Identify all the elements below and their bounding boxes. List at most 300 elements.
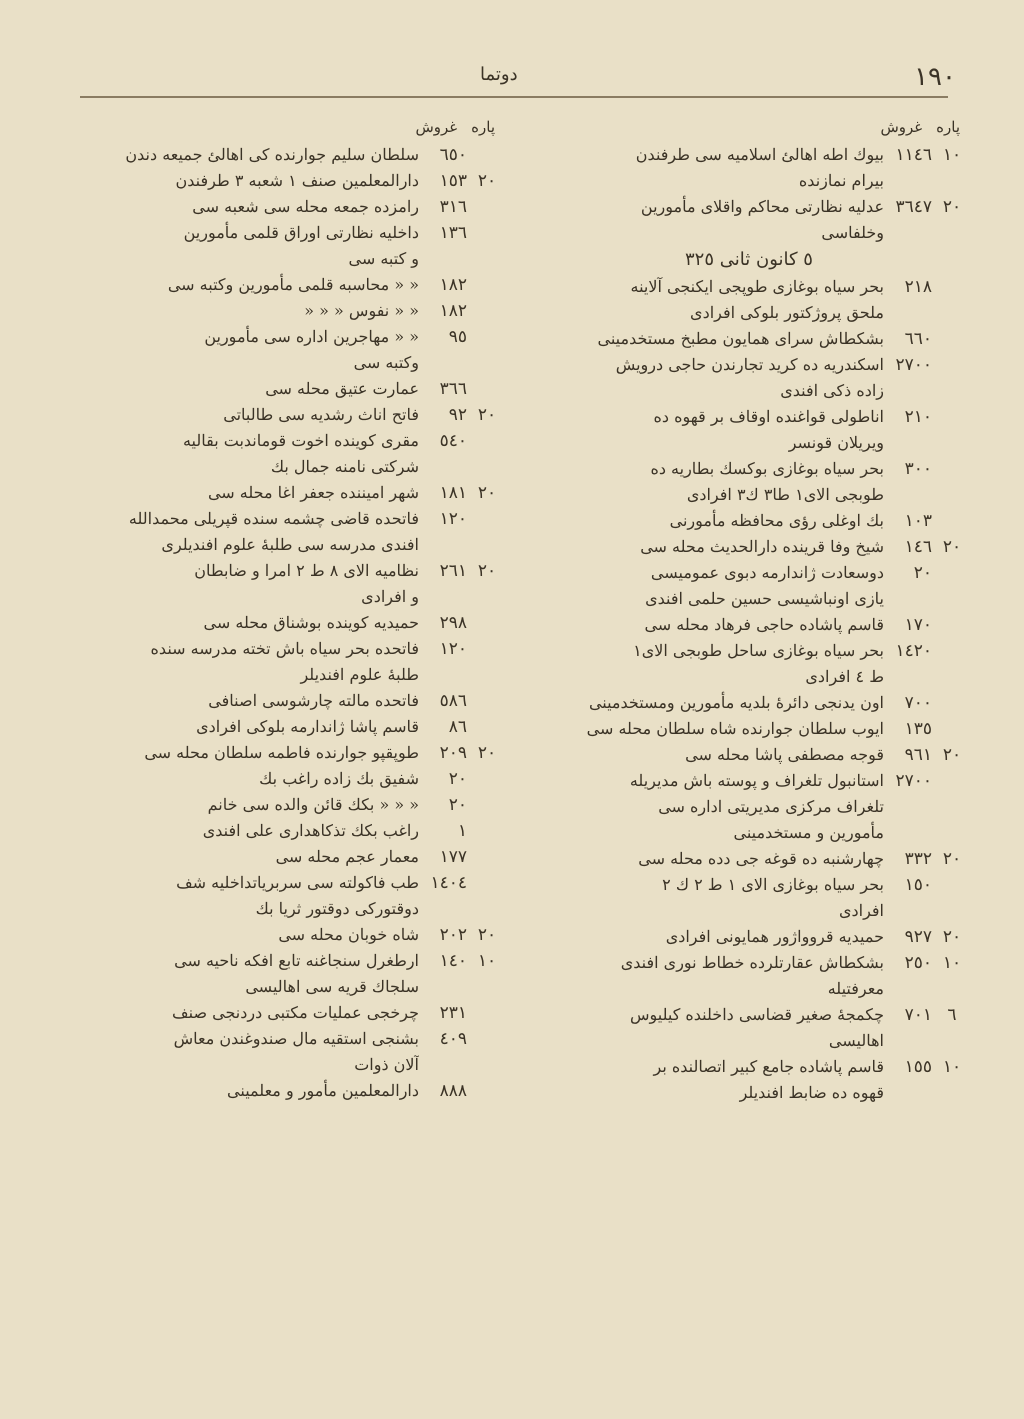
entry-description: « « نفوس « « «	[304, 301, 419, 320]
amount	[884, 378, 964, 404]
para-amount	[475, 844, 499, 870]
gurus-amount: ٧٠٠	[904, 693, 932, 713]
para-header: پاره	[471, 118, 495, 136]
entry-description: قاسم پاشا ژاندارمه بلوكى افرادى	[196, 717, 419, 736]
para-amount	[940, 560, 964, 586]
entry-description: طوپقپو جوارنده فاطمه سلطان محله سى	[144, 743, 419, 762]
amount	[884, 872, 964, 898]
ledger-entry	[534, 534, 964, 560]
entry-description: ارطغرل سنجاغنه تابع افكه ناحيه سى	[174, 951, 419, 970]
entry-description: افرادى	[838, 901, 884, 920]
amount	[884, 742, 964, 768]
ledger-entry-continuation	[534, 482, 964, 508]
right-column	[534, 118, 964, 1106]
amount	[884, 768, 964, 794]
ledger-entry-continuation	[49, 532, 499, 558]
entry-description: « « « بكك قائن والده سى خانم	[207, 795, 419, 814]
entry-description: بشكطاش سراى همايون مطبخ مستخدمينى	[597, 329, 884, 348]
amount	[419, 168, 499, 194]
amount	[419, 584, 499, 610]
ledger-entry-continuation	[534, 1028, 964, 1054]
ledger-entry	[534, 456, 964, 482]
ledger-entry	[534, 142, 964, 168]
amount	[884, 976, 964, 1002]
ledger-entry	[534, 742, 964, 768]
para-amount	[940, 326, 964, 352]
ledger-entry-continuation	[49, 896, 499, 922]
ledger-entry	[534, 352, 964, 378]
amount	[884, 586, 964, 612]
entry-description: و كتبه سى	[348, 249, 419, 268]
ledger-entry	[49, 428, 499, 454]
ledger-entry-continuation	[534, 378, 964, 404]
entry-description: بيوك اطه اهالئ اسلاميه سى طرفندن	[635, 145, 884, 164]
entry-description: مأمورين و مستخدمينى	[733, 823, 884, 842]
ledger-entry-continuation	[534, 976, 964, 1002]
entry-description: عمارت عتيق محله سى	[265, 379, 419, 398]
entry-description: بحر سياه بوغازى بوكسك بطاريه ده	[650, 459, 884, 478]
gurus-amount: ١٧٠	[904, 615, 932, 635]
amount	[884, 534, 964, 560]
para-amount	[940, 690, 964, 716]
amount	[419, 688, 499, 714]
gurus-amount: ٢١٨	[904, 277, 932, 297]
para-amount	[475, 194, 499, 220]
ledger-entry	[534, 1002, 964, 1028]
entry-description: دارالمعلمين مأمور و معلمينى	[227, 1081, 419, 1100]
ledger-entry-continuation	[534, 430, 964, 456]
ledger-entry	[534, 924, 964, 950]
ledger-entry	[534, 872, 964, 898]
amount	[419, 1078, 499, 1104]
para-amount	[475, 298, 499, 324]
ledger-entry	[49, 922, 499, 948]
gurus-amount: ٢٠٩	[439, 743, 467, 763]
amount	[419, 480, 499, 506]
para-amount: ٢٠	[477, 405, 497, 425]
gurus-amount: ٢٠	[448, 769, 467, 789]
gurus-amount: ٩٢	[448, 405, 467, 425]
entry-description: شركتى نامنه جمال بك	[270, 457, 419, 476]
entry-description: طب فاكولته سى سربرياتداخليه شف	[176, 873, 419, 892]
amount	[419, 376, 499, 402]
para-amount: ١٠	[942, 953, 962, 973]
para-amount	[475, 220, 499, 246]
para-amount: ٢٠	[477, 925, 497, 945]
entry-description: و افرادى	[361, 587, 419, 606]
entry-description: ويريلان قونسر	[788, 433, 884, 452]
amount	[884, 950, 964, 976]
amount	[884, 142, 964, 168]
para-amount	[475, 428, 499, 454]
amount	[419, 870, 499, 896]
gurus-amount: ٦٥٠	[439, 145, 467, 165]
ledger-entry-continuation	[49, 454, 499, 480]
ledger-entry	[49, 792, 499, 818]
para-amount	[940, 638, 964, 664]
entry-description: عدليه نظارتى محاكم واقلاى مأمورين	[640, 197, 884, 216]
left-column	[49, 118, 499, 1104]
page-header	[70, 58, 964, 98]
ledger-entry	[534, 690, 964, 716]
amount	[884, 690, 964, 716]
ledger-entry	[49, 870, 499, 896]
entry-description: فاتحده مالته چارشوسى اصنافى	[208, 691, 419, 710]
gurus-amount: ٧٠١	[904, 1005, 932, 1025]
para-amount	[475, 272, 499, 298]
ledger-entry	[534, 326, 964, 352]
gurus-amount: ١٨٢	[439, 301, 467, 321]
gurus-header: غروش	[880, 118, 923, 136]
ledger-entry	[534, 194, 964, 220]
gurus-amount: ١٥٥	[904, 1057, 932, 1077]
ledger-entry	[49, 506, 499, 532]
gurus-amount: ٢٧٠٠	[895, 355, 932, 375]
gurus-amount: ٣٦٦	[439, 379, 467, 399]
para-amount: ٢٠	[942, 537, 962, 557]
amount	[884, 1054, 964, 1080]
gurus-amount: ٢٠	[448, 795, 467, 815]
amount	[419, 298, 499, 324]
entry-description: افندى مدرسه سى طلبهٔ علوم افنديلرى	[161, 535, 419, 554]
ledger-entry-continuation	[49, 584, 499, 610]
gurus-header: غروش	[415, 118, 458, 136]
para-amount	[475, 1000, 499, 1026]
ledger-entry-continuation	[49, 662, 499, 688]
para-amount	[940, 872, 964, 898]
entry-description: ايوب سلطان جوارنده شاه سلطان محله سى	[586, 719, 884, 738]
amount	[884, 508, 964, 534]
entry-description: شيخ وفا قرينده دارالحديث محله سى	[640, 537, 884, 556]
entry-description: اون يدنجى دائرهٔ بلديه مأمورين ومستخدمينى	[588, 693, 884, 712]
ledger-entry-continuation	[534, 794, 964, 820]
gurus-amount: ٢٣١	[439, 1003, 467, 1023]
entry-description: چهارشنبه ده قوغه جى دده محله سى	[638, 849, 884, 868]
ledger-entry	[49, 714, 499, 740]
gurus-amount: ٩٢٧	[904, 927, 932, 947]
date-line: ٥ كانون ثانى ٣٢٥	[685, 249, 813, 270]
ledger-entry	[49, 298, 499, 324]
entry-description: شفيق بك زاده راغب بك	[259, 769, 419, 788]
gurus-amount: ١	[457, 821, 467, 841]
amount	[884, 924, 964, 950]
para-amount: ٢٠	[942, 927, 962, 947]
amount	[419, 922, 499, 948]
amount	[419, 532, 499, 558]
amount	[419, 896, 499, 922]
amount	[884, 456, 964, 482]
para-amount: ٢٠	[942, 197, 962, 217]
ledger-entry	[534, 950, 964, 976]
column-header	[49, 118, 499, 142]
entry-description: قاسم پاشاده جامع كبير اتصالنده بر	[653, 1057, 884, 1076]
amount	[419, 506, 499, 532]
gurus-amount: ٦٦٠	[904, 329, 932, 349]
ledger-entry-continuation	[534, 820, 964, 846]
gurus-amount: ١٥٣	[439, 171, 467, 191]
entry-description: فاتح اناث رشديه سى طالباتى	[223, 405, 419, 424]
para-amount: ٦	[947, 1005, 957, 1025]
ledger-entry	[534, 638, 964, 664]
gurus-amount: ٥٤٠	[439, 431, 467, 451]
ledger-entry	[49, 948, 499, 974]
entry-description: تلغراف مركزى مديريتى اداره سى	[658, 797, 884, 816]
ledger-entry	[49, 558, 499, 584]
amount	[419, 324, 499, 350]
entry-description: سلطان سليم جوارنده كى اهالئ جميعه دندن	[125, 145, 419, 164]
para-amount	[475, 688, 499, 714]
running-title: دوتما	[480, 64, 518, 85]
ledger-entry-continuation	[534, 300, 964, 326]
entry-description: « « محاسبه قلمى مأمورين وكتبه سى	[167, 275, 419, 294]
ledger-entry	[49, 376, 499, 402]
entry-description: طلبهٔ علوم افنديلر	[300, 665, 419, 684]
para-amount	[475, 142, 499, 168]
ledger-entry	[49, 1078, 499, 1104]
amount	[419, 272, 499, 298]
gurus-amount: ٣٠٠	[904, 459, 932, 479]
ledger-entry-continuation	[534, 1080, 964, 1106]
entry-description: آلان ذوات	[354, 1055, 419, 1074]
para-amount: ٢٠	[942, 849, 962, 869]
amount	[419, 766, 499, 792]
amount	[884, 794, 964, 820]
entry-description: بحر سياه بوغازى الاى ١ ط ٢ ك ٢	[662, 875, 884, 894]
para-amount: ١٠	[477, 951, 497, 971]
gurus-amount: ٩٥	[448, 327, 467, 347]
ledger-entry	[49, 168, 499, 194]
para-amount	[475, 610, 499, 636]
amount	[419, 454, 499, 480]
amount	[419, 194, 499, 220]
amount	[419, 1000, 499, 1026]
gurus-amount: ٢٠	[913, 563, 932, 583]
amount	[884, 898, 964, 924]
amount	[884, 1002, 964, 1028]
amount	[419, 428, 499, 454]
entry-description: نظاميه الاى ٨ ط ٢ امرا و ضابطان	[194, 561, 419, 580]
para-amount	[475, 1026, 499, 1052]
ledger-entry	[534, 404, 964, 430]
amount	[884, 612, 964, 638]
entry-description: بشنجى استقيه مال صندوغندن معاش	[173, 1029, 419, 1048]
ledger-entry	[49, 844, 499, 870]
entry-description: بيرام نمازنده	[798, 171, 884, 190]
entry-description: استانبول تلغراف و پوسته باش مديريله	[629, 771, 884, 790]
gurus-amount: ٢٦١	[439, 561, 467, 581]
entry-description: حميديه قروواژور همايونى افرادى	[665, 927, 884, 946]
entry-description: رامزده جمعه محله سى شعبه سى	[192, 197, 419, 216]
entry-description: يازى اونباشيسى حسين حلمى افندى	[645, 589, 884, 608]
entry-description: « « مهاجرين اداره سى مأمورين	[204, 327, 419, 346]
header-rule	[80, 96, 948, 98]
amount	[884, 560, 964, 586]
ledger-entry-continuation	[534, 168, 964, 194]
amount	[884, 664, 964, 690]
ledger-entry	[534, 1054, 964, 1080]
ledger-entry	[49, 818, 499, 844]
ledger-entry	[534, 716, 964, 742]
gurus-amount: ٢١٠	[904, 407, 932, 427]
gurus-amount: ٤٠٩	[439, 1029, 467, 1049]
amount	[419, 402, 499, 428]
gurus-amount: ١٥٠	[904, 875, 932, 895]
ledger-entry	[49, 194, 499, 220]
para-amount	[475, 376, 499, 402]
amount	[419, 948, 499, 974]
amount	[419, 636, 499, 662]
entry-description: چرخجى عمليات مكتبى دردنجى صنف	[172, 1003, 419, 1022]
entry-description: بشكطاش عقارتلرده خطاط نورى افندى	[620, 953, 884, 972]
para-amount: ٢٠	[942, 745, 962, 765]
amount	[419, 844, 499, 870]
entry-description: دوسعادت ژاندارمه دبوى عموميسى	[650, 563, 884, 582]
gurus-amount: ٣٦٤٧	[895, 197, 932, 217]
amount	[884, 326, 964, 352]
gurus-amount: ٢٥٠	[904, 953, 932, 973]
amount	[419, 610, 499, 636]
entry-description: داخليه نظارتى اوراق قلمى مأمورين	[183, 223, 419, 242]
amount	[419, 818, 499, 844]
ledger-entry	[49, 142, 499, 168]
gurus-amount: ١٨١	[439, 483, 467, 503]
gurus-amount: ١١٤٦	[895, 145, 932, 165]
entry-description: بحر سياه بوغازى ساحل طوبجى الاى١	[633, 641, 884, 660]
gurus-amount: ٨٦	[448, 717, 467, 737]
amount	[884, 716, 964, 742]
ledger-entry	[49, 688, 499, 714]
entry-description: شاه خوبان محله سى	[278, 925, 419, 944]
page-number: ١٩٠	[914, 62, 956, 92]
gurus-amount: ٩٦١	[904, 745, 932, 765]
gurus-amount: ١٢٠	[439, 509, 467, 529]
para-amount	[475, 818, 499, 844]
entry-description: اسكندريه ده كريد تجارندن حاجى درويش	[615, 355, 884, 374]
entry-description: دوقتوركى دوقتور ثريا بك	[255, 899, 419, 918]
entry-description: طوبجى الاى١ طا٣ ك٣ افرادى	[686, 485, 884, 504]
amount	[419, 220, 499, 246]
amount	[419, 662, 499, 688]
ledger-entry	[49, 766, 499, 792]
para-amount	[475, 324, 499, 350]
ledger-entry	[534, 508, 964, 534]
amount	[884, 168, 964, 194]
para-amount: ٢٠	[477, 171, 497, 191]
ledger-entry	[49, 272, 499, 298]
ledger-entry	[534, 768, 964, 794]
para-amount	[475, 714, 499, 740]
amount	[884, 1080, 964, 1106]
ledger-entry-continuation	[49, 1052, 499, 1078]
para-amount: ١٠	[942, 145, 962, 165]
para-amount	[475, 1078, 499, 1104]
gurus-amount: ١٣٦	[439, 223, 467, 243]
para-amount: ٢٠	[477, 483, 497, 503]
column-header	[534, 118, 964, 142]
ledger-entry	[49, 740, 499, 766]
ledger-entry-continuation	[534, 586, 964, 612]
ledger-entry	[534, 846, 964, 872]
ledger-entry-continuation	[49, 246, 499, 272]
para-amount	[475, 506, 499, 532]
para-amount	[475, 766, 499, 792]
para-amount	[475, 636, 499, 662]
gurus-amount: ٥٨٦	[439, 691, 467, 711]
entry-description: قوجه مصطفى پاشا محله سى	[685, 745, 884, 764]
amount	[884, 404, 964, 430]
gurus-amount: ١٧٧	[439, 847, 467, 867]
entry-description: معمار عجم محله سى	[275, 847, 419, 866]
amount	[884, 300, 964, 326]
ledger-entry	[534, 274, 964, 300]
entry-description: زاده ذكى افندى	[780, 381, 884, 400]
amount	[419, 350, 499, 376]
ledger-entry	[49, 1000, 499, 1026]
ledger-entry-continuation	[534, 898, 964, 924]
amount	[419, 1052, 499, 1078]
entry-description: قهوه ده ضابط افنديلر	[739, 1083, 884, 1102]
amount	[419, 1026, 499, 1052]
ledger-entry-continuation	[534, 664, 964, 690]
para-amount	[475, 870, 499, 896]
amount	[419, 974, 499, 1000]
entry-description: فاتحده قاضى چشمه سنده قپريلى محمدالله	[128, 509, 419, 528]
entry-description: شهر اميننده جعفر اغا محله سى	[207, 483, 419, 502]
amount	[419, 558, 499, 584]
gurus-amount: ٣١٦	[439, 197, 467, 217]
ledger-entry	[49, 402, 499, 428]
entry-description: فاتحده بحر سياه باش تخته مدرسه سنده	[150, 639, 419, 658]
gurus-amount: ١٤٦	[904, 537, 932, 557]
amount	[419, 714, 499, 740]
para-amount	[940, 456, 964, 482]
para-amount	[940, 508, 964, 534]
entry-description: بك اوغلى رؤى محافظه مأمورنى	[669, 511, 884, 530]
para-amount	[475, 792, 499, 818]
para-amount	[940, 768, 964, 794]
amount	[884, 820, 964, 846]
amount	[419, 792, 499, 818]
amount	[419, 246, 499, 272]
para-amount	[940, 352, 964, 378]
entry-description: وكتبه سى	[353, 353, 419, 372]
para-amount: ١٠	[942, 1057, 962, 1077]
entry-description: معرفتيله	[827, 979, 884, 998]
gurus-amount: ٢٩٨	[439, 613, 467, 633]
amount	[884, 194, 964, 220]
entry-description: قاسم پاشاده حاجى فرهاد محله سى	[644, 615, 884, 634]
amount	[419, 740, 499, 766]
ledger-entry-continuation	[49, 974, 499, 1000]
ledger-entry-continuation	[534, 220, 964, 246]
ledger-entry	[534, 560, 964, 586]
entry-description: سلجاك قريه سى اهاليسى	[245, 977, 419, 996]
gurus-amount: ٨٨٨	[439, 1081, 467, 1101]
entry-description: وخلفاسى	[821, 223, 884, 242]
gurus-amount: ٢٠٢	[439, 925, 467, 945]
gurus-amount: ١٤٠	[439, 951, 467, 971]
ledger-entry	[49, 1026, 499, 1052]
ledger-entry	[534, 612, 964, 638]
entry-description: راغب بكك تذكاهدارى على افندى	[202, 821, 419, 840]
amount	[884, 352, 964, 378]
ledger-entry	[49, 610, 499, 636]
gurus-amount: ٢٧٠٠	[895, 771, 932, 791]
gurus-amount: ١٨٢	[439, 275, 467, 295]
amount	[884, 220, 964, 246]
para-amount: ٢٠	[477, 561, 497, 581]
gurus-amount: ١٤٠٤	[430, 873, 467, 893]
